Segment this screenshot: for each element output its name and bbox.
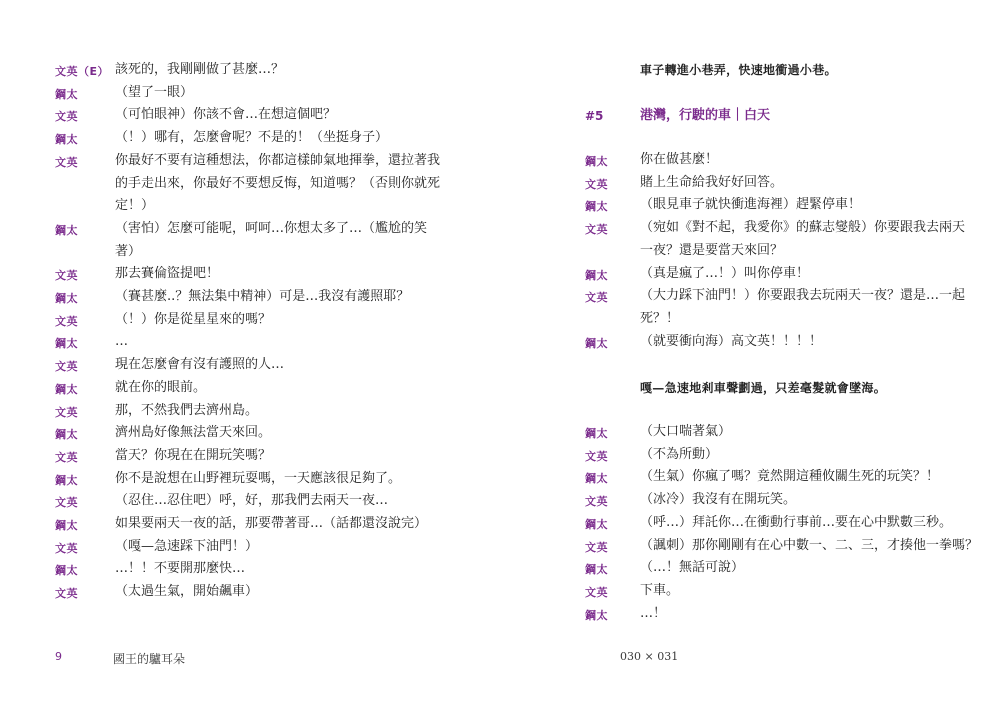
dialogue-text: 該死的，我剛剛做了甚麼…？: [115, 62, 285, 77]
speaker-name: 鋼太: [55, 519, 78, 532]
dialogue-text: 你最好不要有這種想法，你都這樣帥氣地揮拳，還拉著我: [115, 152, 441, 168]
dialogue-text: （諷刺）那你剛剛有在心中數一、二、三，才揍他一拳嗎？: [640, 537, 979, 553]
dialogue-text: （害怕）怎麼可能呢，呵呵…你想太多了…（尷尬的笑: [115, 220, 428, 236]
dialogue-text: （！）哪有，怎麼會呢？不是的！（坐挺身子）: [115, 130, 389, 146]
dialogue-text: （嘎—急速踩下油門！）: [115, 538, 259, 554]
speaker-name: 文英: [585, 495, 608, 509]
dialogue-text: （宛如《對不起，我愛你》的蘇志燮般）你要跟我去兩天: [640, 220, 966, 236]
scene-title: 港灣，行駛的車｜白天: [640, 108, 771, 123]
scene-number: #5: [585, 109, 604, 123]
dialogue-text: （就要衝向海）高文英！！！！: [640, 333, 823, 349]
stage-direction-mid: 嘎—急速地剎車聲劃過，只差毫髮就會墜海。: [640, 381, 887, 395]
dialogue-text: （可怕眼神）你該不會…在想這個吧？: [115, 107, 337, 123]
speaker-name: 文英: [55, 496, 78, 510]
dialogue-text: …！！不要開那麼快…: [115, 561, 246, 577]
dialogue-text: （…！無話可說）: [640, 560, 745, 576]
speaker-name: 文英: [585, 540, 608, 554]
dialogue-text: （冰冷）我沒有在開玩笑。: [640, 492, 797, 508]
speaker-name: 鋼太: [55, 564, 78, 578]
speaker-name: 鋼太: [55, 87, 78, 101]
dialogue-text: 的手走出來，你最好不要想反悔，知道嗎？（否則你就死: [115, 175, 441, 191]
speaker-name: 文英: [55, 541, 78, 555]
dialogue-text: 賭上生命給我好好回答。: [640, 174, 784, 190]
speaker-name: 鋼太: [585, 336, 608, 350]
dialogue-text: 死？！: [640, 310, 680, 326]
right-page: [500, 0, 1000, 724]
dialogue-text: 就在你的眼前。: [115, 379, 207, 395]
speaker-name: 文英: [55, 450, 78, 464]
speaker-name: 文英: [55, 314, 78, 328]
speaker-name: 文英: [585, 585, 608, 599]
dialogue-text: （忍住…忍住吧）呼，好，那我們去兩天一夜…: [115, 493, 389, 509]
dialogue-text: 下車。: [640, 582, 680, 598]
speaker-name: 鋼太: [55, 428, 78, 442]
speaker-name: 文英: [55, 269, 78, 283]
speaker-name: 文英: [585, 177, 608, 191]
speaker-name: 鋼太: [585, 563, 608, 577]
speaker-name: 文英: [55, 110, 78, 124]
speaker-name: 鋼太: [585, 472, 608, 486]
speaker-name: 鋼太: [585, 608, 608, 622]
speaker-name: 鋼太: [585, 200, 608, 214]
speaker-name: 鋼太: [55, 337, 78, 351]
right-footer-pages: 030 × 031: [620, 650, 679, 663]
speaker-name: 鋼太: [55, 382, 78, 396]
speaker-name: 鋼太: [585, 427, 608, 440]
stage-direction-top: 車子轉進小巷弄，快速地衝過小巷。: [640, 63, 837, 77]
dialogue-text: 一夜？還是要當天來回？: [640, 242, 784, 258]
dialogue-text: （眼見車子就快衝進海裡）趕緊停車！: [640, 197, 862, 213]
speaker-name: 文英: [55, 405, 78, 419]
speaker-name: 文英: [585, 223, 608, 237]
dialogue-text: （大力踩下油門！）你要跟我去玩兩天一夜？還是…一起: [640, 288, 966, 304]
speaker-name: 文英: [585, 449, 608, 463]
speaker-name: 鋼太: [55, 133, 78, 147]
speaker-name: 文英: [55, 587, 78, 601]
speaker-name: 鋼太: [585, 155, 608, 168]
speaker-name: 鋼太: [585, 517, 608, 531]
dialogue-text: 著）: [115, 243, 142, 259]
dialogue-text: 你不是說想在山野裡玩耍嗎，一天應該很足夠了。: [115, 470, 402, 486]
dialogue-text: （呼…）拜託你…在衝動行事前…要在心中默數三秒。: [640, 514, 953, 530]
speaker-name: 文英（E）: [55, 65, 110, 78]
page-number: 9: [55, 650, 62, 663]
dialogue-text: （生氣）你瘋了嗎？竟然開這種攸關生死的玩笑？！: [640, 469, 940, 485]
dialogue-text: 那去賽倫盜提吧！: [115, 266, 220, 282]
dialogue-text: （！）你是從星星來的嗎？: [115, 311, 272, 327]
dialogue-text: 那，不然我們去濟州島。: [115, 402, 259, 418]
dialogue-text: （望了一眼）: [115, 84, 194, 100]
speaker-name: 文英: [55, 155, 78, 169]
dialogue-text: （太過生氣，開始飆車）: [115, 584, 259, 600]
book-title: 國王的驢耳朵: [113, 652, 186, 666]
dialogue-text: 當天？你現在在開玩笑嗎？: [115, 447, 272, 463]
speaker-name: 鋼太: [585, 268, 608, 282]
speaker-name: 文英: [585, 291, 608, 305]
dialogue-text: …: [115, 334, 128, 350]
dialogue-text: 濟州島好像無法當天來回。: [115, 425, 272, 441]
dialogue-text: 如果要兩天一夜的話，那要帶著哥…（話都還沒說完）: [115, 516, 428, 531]
speaker-name: 鋼太: [55, 223, 78, 237]
speaker-name: 鋼太: [55, 292, 78, 305]
left-footer: [55, 650, 186, 666]
dialogue-text: （賽甚麼..？無法集中精神）可是…我沒有護照耶？: [115, 289, 410, 304]
dialogue-text: 定！）: [115, 198, 155, 214]
speaker-name: 鋼太: [55, 473, 78, 487]
dialogue-text: （真是瘋了…！）叫你停車！: [640, 265, 810, 281]
dialogue-text: （大口喘著氣）: [640, 424, 732, 439]
dialogue-text: （不為所動）: [640, 446, 719, 462]
dialogue-text: 現在怎麼會有沒有護照的人…: [115, 357, 285, 373]
dialogue-text: 你在做甚麼！: [640, 152, 719, 167]
dialogue-text: …！: [640, 605, 667, 621]
speaker-name: 文英: [55, 360, 78, 374]
